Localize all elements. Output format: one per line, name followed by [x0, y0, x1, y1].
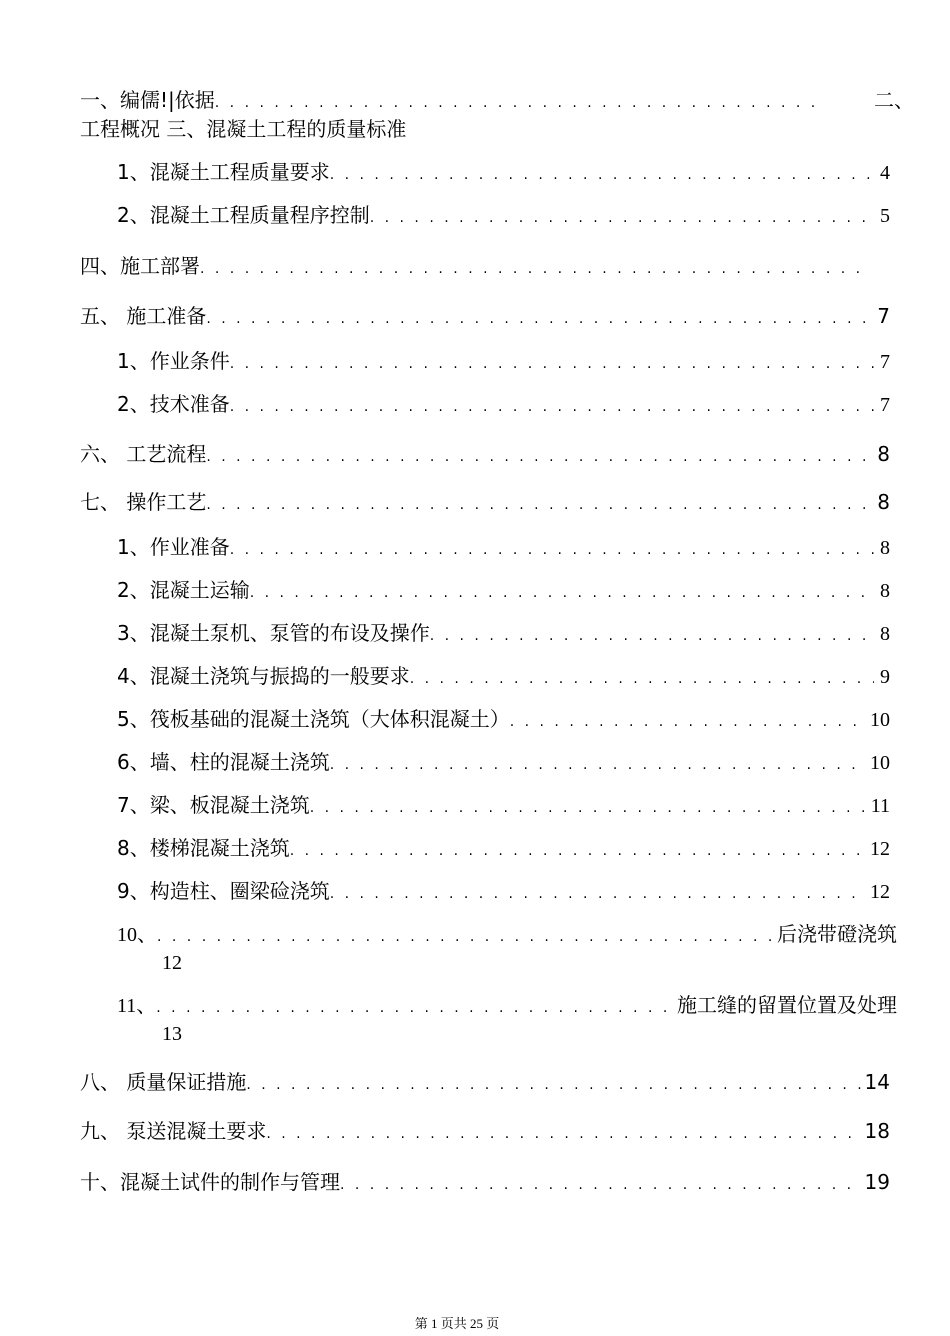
- toc-entry[interactable]: [117, 203, 890, 230]
- toc-entry[interactable]: [80, 254, 860, 281]
- toc-page-number: 8: [880, 623, 890, 645]
- toc-entry-title: 6、墙、柱的混凝土浇筑: [117, 750, 330, 774]
- toc-entry[interactable]: [117, 879, 890, 906]
- toc-entry[interactable]: [117, 707, 890, 734]
- toc-entry-title: 后浇带磴浇筑: [777, 922, 897, 946]
- toc-page-number: 5: [880, 205, 890, 227]
- toc-page-number: 19: [864, 1170, 890, 1194]
- toc-entry[interactable]: [117, 836, 890, 863]
- toc-entry-title: 8、楼梯混凝土浇筑: [117, 836, 290, 860]
- toc-page-number: 14: [864, 1070, 890, 1094]
- toc-entry-title: 2、混凝土运输: [117, 578, 250, 602]
- toc-entry[interactable]: [117, 993, 897, 1020]
- toc-entry[interactable]: [117, 392, 890, 419]
- toc-entry-title: 3、混凝土泵机、泵管的布设及操作: [117, 621, 430, 645]
- toc-entry-number: 10、: [117, 924, 157, 946]
- toc-leader-dots: [156, 993, 677, 1020]
- toc-leader-dots: [230, 535, 874, 562]
- toc-page-number: 10: [870, 752, 890, 774]
- toc-entry[interactable]: [80, 442, 890, 469]
- toc-entry-title: 1、作业条件: [117, 349, 230, 373]
- toc-page-number: 12: [870, 838, 890, 860]
- toc-entry[interactable]: [80, 490, 890, 517]
- toc-page-number: 8: [877, 442, 890, 466]
- toc-page-number: 4: [880, 162, 890, 184]
- toc-leader-dots: [430, 621, 874, 648]
- toc-entry-title: 六、 工艺流程: [80, 442, 207, 466]
- toc-entry[interactable]: [117, 535, 890, 562]
- toc-leader-dots: [206, 490, 873, 517]
- toc-leader-dots: [330, 750, 866, 777]
- toc-page-number: 11: [870, 795, 890, 817]
- toc-leader-dots: [246, 1070, 860, 1097]
- toc-leader-dots: [200, 254, 860, 281]
- toc-entry[interactable]: [80, 304, 890, 331]
- toc-leader-dots: [340, 1170, 861, 1197]
- toc-leader-dots: [290, 836, 866, 863]
- toc-page-number: 12: [162, 952, 182, 974]
- toc-leader-dots: [206, 304, 873, 331]
- toc-entry-title: 九、 泵送混凝土要求: [80, 1119, 267, 1143]
- toc-entry-title: 1、作业准备: [117, 535, 230, 559]
- toc-entry[interactable]: [117, 664, 890, 691]
- toc-entry-title: 工程概况 三、混凝土工程的质量标准: [80, 117, 407, 141]
- toc-leader-dots: [310, 793, 867, 820]
- toc-entry-title: 9、构造柱、圈梁硷浇筑: [117, 879, 330, 903]
- toc-leader-dots: [215, 88, 825, 115]
- toc-entry-title: 施工缝的留置位置及处理: [677, 993, 897, 1017]
- toc-entry-title: 四、施工部署: [80, 254, 200, 278]
- toc-page-number: 7: [877, 304, 890, 328]
- toc-leader-dots: [410, 664, 874, 691]
- toc-page-number: 12: [870, 881, 890, 903]
- toc-entry-title: 4、混凝土浇筑与振捣的一般要求: [117, 664, 410, 688]
- toc-leader-dots: [230, 392, 874, 419]
- toc-entry-title: 七、 操作工艺: [80, 490, 207, 514]
- toc-entry[interactable]: [117, 621, 890, 648]
- toc-page-number: 7: [880, 394, 890, 416]
- toc-entry-title: 7、梁、板混凝土浇筑: [117, 793, 310, 817]
- toc-entry[interactable]: [80, 1119, 890, 1146]
- toc-entry[interactable]: [117, 160, 890, 187]
- toc-page-number: 10: [870, 709, 890, 731]
- toc-page-number: 8: [880, 537, 890, 559]
- toc-entry-title: 5、筏板基础的混凝土浇筑（大体积混凝土）: [117, 707, 510, 731]
- toc-entry-basis[interactable]: [80, 88, 914, 115]
- toc-leader-dots: [330, 160, 874, 187]
- toc-entry-overview[interactable]: [80, 117, 890, 141]
- toc-entry[interactable]: [117, 750, 890, 777]
- toc-entry[interactable]: [117, 578, 890, 605]
- toc-leader-dots: [510, 707, 866, 734]
- toc-entry-tail: 二、: [874, 88, 914, 112]
- toc-page-number: 18: [864, 1119, 890, 1143]
- toc-entry[interactable]: [117, 349, 890, 376]
- toc-leader-dots: [266, 1119, 860, 1146]
- toc-entry-title: 八、 质量保证措施: [80, 1070, 247, 1094]
- toc-entry[interactable]: [117, 922, 897, 949]
- toc-entry[interactable]: [80, 1070, 890, 1097]
- toc-page-number: 8: [880, 580, 890, 602]
- toc-leader-dots: [157, 922, 777, 949]
- toc-page-number: 13: [162, 1023, 182, 1045]
- toc-page-number: 8: [877, 490, 890, 514]
- toc-entry[interactable]: [80, 1170, 890, 1197]
- toc-leader-dots: [330, 879, 866, 906]
- toc-page-number: 7: [880, 351, 890, 373]
- toc-entry-title: 五、 施工准备: [80, 304, 207, 328]
- toc-entry-title: 1、混凝土工程质量要求: [117, 160, 330, 184]
- toc-entry-title: 十、混凝土试件的制作与管理: [80, 1170, 340, 1194]
- page-footer: 第 1 页共 25 页: [414, 1316, 500, 1331]
- toc-leader-dots: [230, 349, 874, 376]
- toc-entry-title: 2、技术准备: [117, 392, 230, 416]
- toc-entry-title: 一、编儒!|依据: [80, 88, 215, 112]
- toc-leader-dots: [206, 442, 873, 469]
- toc-entry-number: 11、: [117, 995, 157, 1017]
- toc-page-number: 9: [880, 666, 890, 688]
- toc-entry[interactable]: [117, 793, 890, 820]
- toc-entry-title: 2、混凝土工程质量程序控制: [117, 203, 370, 227]
- toc-leader-dots: [250, 578, 874, 605]
- toc-leader-dots: [370, 203, 874, 230]
